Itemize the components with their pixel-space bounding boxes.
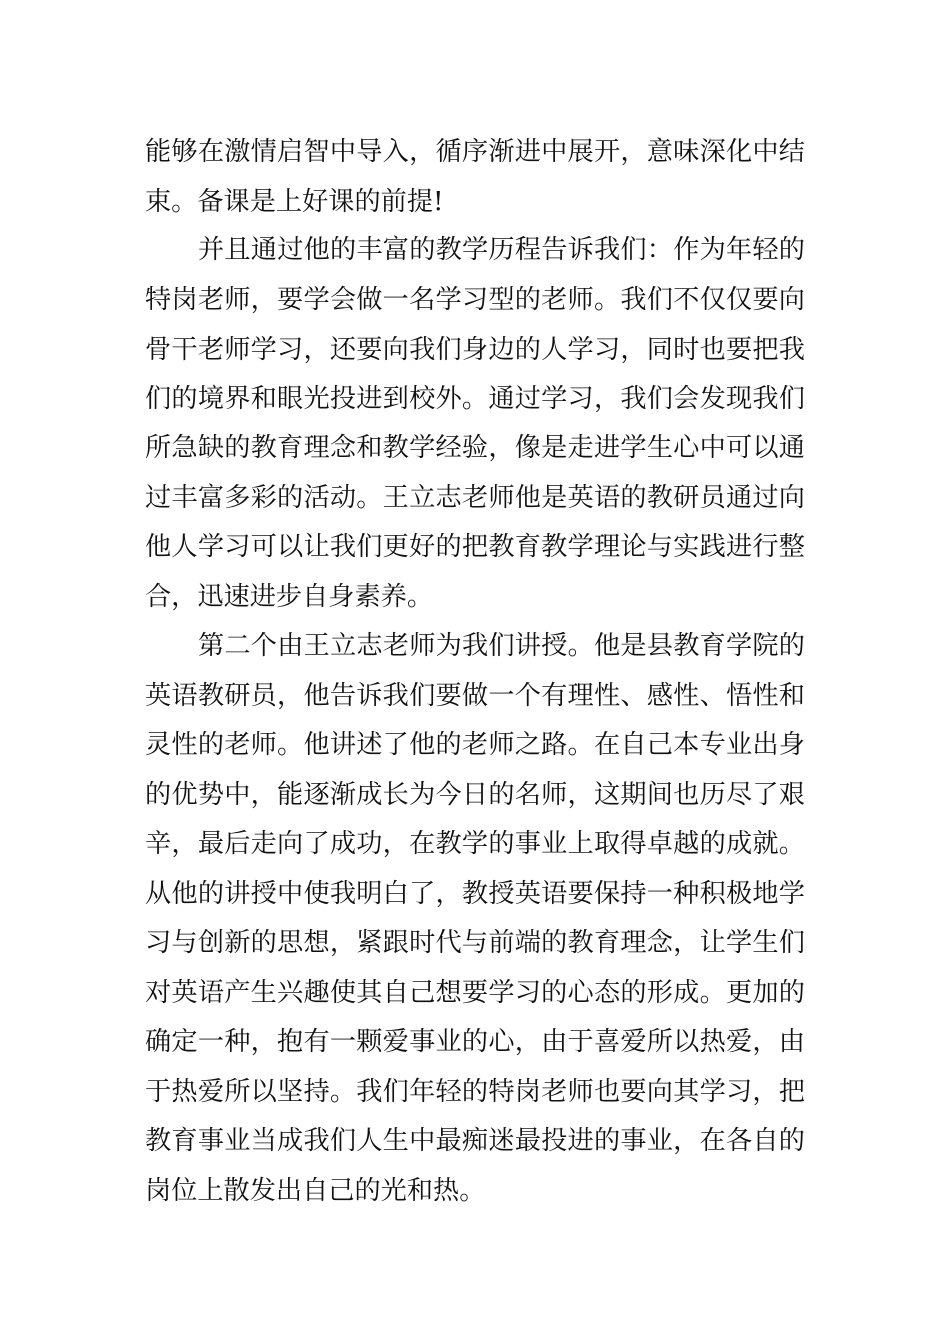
text-line: 从他的讲授中使我明白了，教授英语要保持一种积极地学: [145, 879, 805, 909]
text-line: 辛，最后走向了成功，在教学的事业上取得卓越的成就。: [145, 829, 805, 859]
text-line: 过丰富多彩的活动。王立志老师他是英语的教研员通过向: [145, 483, 805, 513]
text-line: 习与创新的思想，紧跟时代与前端的教育理念，让学生们: [145, 928, 805, 958]
text-line: 束。备课是上好课的前提!: [145, 187, 444, 217]
text-line: 并且通过他的丰富的教学历程告诉我们：作为年轻的: [198, 235, 805, 265]
text-line: 特岗老师，要学会做一名学习型的老师。我们不仅仅要向: [145, 285, 805, 315]
text-line: 确定一种，抱有一颗爱事业的心，由于喜爱所以热爱，由: [145, 1027, 805, 1057]
text-line: 能够在激情启智中导入，循序渐进中展开，意味深化中结: [145, 137, 805, 167]
text-line: 岗位上散发出自己的光和热。: [145, 1176, 486, 1206]
text-line: 灵性的老师。他讲述了他的老师之路。在自己本专业出身: [145, 730, 805, 760]
text-line: 他人学习可以让我们更好的把教育教学理论与实践进行整: [145, 532, 805, 562]
text-line: 们的境界和眼光投进到校外。通过学习，我们会发现我们: [145, 384, 805, 414]
text-line: 合，迅速进步自身素养。: [145, 582, 434, 612]
text-line: 英语教研员，他告诉我们要做一个有理性、感性、悟性和: [145, 681, 805, 711]
text-line: 骨干老师学习，还要向我们身边的人学习，同时也要把我: [145, 335, 805, 365]
text-line: 对英语产生兴趣使其自己想要学习的心态的形成。更加的: [145, 978, 805, 1008]
text-line: 所急缺的教育理念和教学经验，像是走进学生心中可以通: [145, 433, 805, 463]
text-line: 第二个由王立志老师为我们讲授。他是县教育学院的: [198, 631, 805, 661]
text-line: 的优势中，能逐渐成长为今日的名师，这期间也历尽了艰: [145, 780, 805, 810]
text-line: 教育事业当成我们人生中最痴迷最投进的事业，在各自的: [145, 1126, 805, 1156]
text-line: 于热爱所以坚持。我们年轻的特岗老师也要向其学习，把: [145, 1077, 805, 1107]
